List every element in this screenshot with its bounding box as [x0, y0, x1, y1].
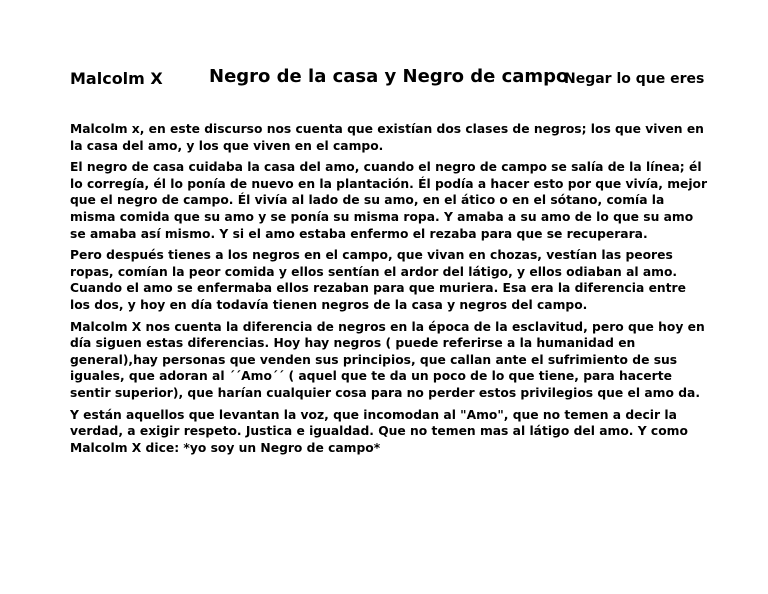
paragraph-2: El negro de casa cuidaba la casa del amo, cuando el negro de campo se salía de la línea; él lo corregía, él lo ponía de nuevo en la plantación. Él podía a hacer esto por que vivía, mejor que el negro de campo. Él vivía al lado de su amo, en el ático o en el sótano, comía la misma comida que su amo y se ponía su misma ropa. Y amaba a su amo de lo que su amo se amaba así mismo. Y si el amo estaba enfermo el rezaba para que se recuperara. [70, 160, 708, 241]
document-header [70, 66, 710, 92]
document-body [70, 121, 710, 461]
author-name: Malcolm X [70, 69, 163, 88]
document-title: Negro de la casa y Negro de campo [209, 66, 569, 87]
paragraph-1: Malcolm x, en este discurso nos cuenta que existían dos clases de negros; los que viven en la casa del amo, y los que viven en el campo. [70, 122, 704, 153]
document-subtitle: Negar lo que eres [564, 71, 705, 87]
paragraph-4: Malcolm X nos cuenta la diferencia de negros en la época de la esclavitud, pero que hoy en día siguen estas diferencias. Hoy hay negros ( puede referirse a la humanidad en general),hay personas que venden sus principios, que callan ante el sufrimiento de sus iguales, que adoran al ´´Amo´´ ( aquel que te da un poco de lo que tiene, para hacerte sentir superior), que harían cualquier cosa para no perder estos privilegios que el amo da. [70, 319, 705, 400]
paragraph-5: Y están aquellos que levantan la voz, que incomodan al "Amo", que no temen a decir la verdad, a exigir respeto. Justica e igualdad. Que no temen mas al látigo del amo. Y como Malcolm X dice: *yo soy un Negro de campo* [70, 407, 688, 455]
paragraph-3: Pero después tienes a los negros en el campo, que vivan en chozas, vestían las peores ropas, comían la peor comida y ellos sentían el ardor del látigo, y ellos odiaban al amo. Cuando el amo se enfermaba ellos rezaban para que muriera. Esa era la diferencia entre los dos, y hoy en día todavía tienen negros de la casa y negros del campo. [70, 248, 686, 312]
